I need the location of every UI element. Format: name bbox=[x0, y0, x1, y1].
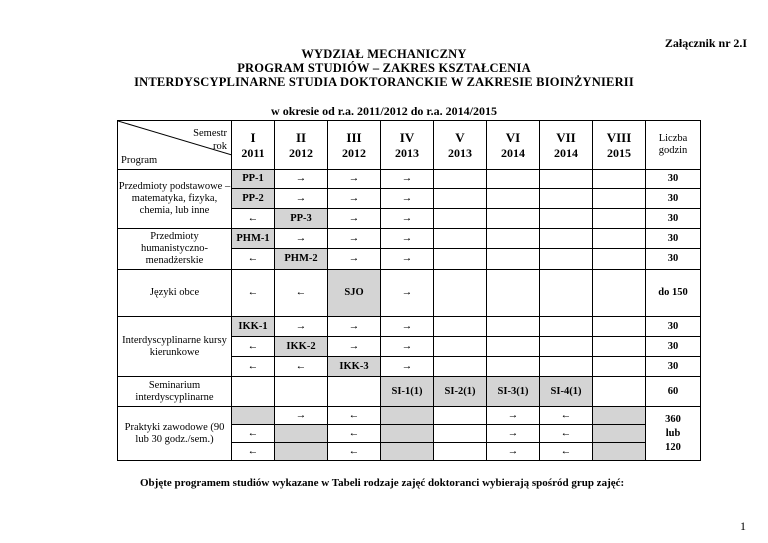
arrow-left-cell: ← bbox=[328, 407, 381, 425]
hours-cell: 30 bbox=[646, 189, 701, 209]
empty-cell bbox=[540, 170, 593, 189]
arrow-left-cell: ← bbox=[275, 270, 328, 317]
group-label-languages: Języki obce bbox=[118, 270, 232, 317]
empty-cell bbox=[434, 443, 487, 461]
semester-year: 2014 bbox=[554, 146, 578, 160]
arrow-right-cell: → bbox=[328, 170, 381, 189]
empty-cell bbox=[487, 317, 540, 337]
shaded-cell bbox=[275, 425, 328, 443]
hours-cell: 30 bbox=[646, 317, 701, 337]
empty-cell bbox=[434, 209, 487, 229]
course-code-cell: PP-1 bbox=[232, 170, 275, 189]
empty-cell bbox=[434, 337, 487, 357]
corner-cell bbox=[118, 121, 232, 170]
hours-header: Liczba godzin bbox=[646, 121, 701, 170]
empty-cell bbox=[540, 209, 593, 229]
shaded-cell bbox=[381, 425, 434, 443]
empty-cell bbox=[540, 270, 593, 317]
empty-cell bbox=[275, 377, 328, 407]
arrow-right-cell: → bbox=[328, 317, 381, 337]
program-table bbox=[117, 120, 701, 461]
arrow-left-cell: ← bbox=[232, 209, 275, 229]
hours-cell: 60 bbox=[646, 377, 701, 407]
hours-value: lub bbox=[665, 427, 681, 439]
arrow-right-cell: → bbox=[381, 317, 434, 337]
empty-cell bbox=[487, 249, 540, 270]
arrow-right-cell: → bbox=[275, 407, 328, 425]
semester-number: V bbox=[455, 130, 465, 145]
arrow-right-cell: → bbox=[381, 209, 434, 229]
corner-program-label: Program bbox=[121, 155, 158, 166]
arrow-right-cell: → bbox=[487, 425, 540, 443]
hours-cell: 30 bbox=[646, 229, 701, 249]
semester-number: VIII bbox=[606, 130, 632, 145]
arrow-right-cell: → bbox=[328, 337, 381, 357]
hours-cell: 30 bbox=[646, 337, 701, 357]
empty-cell bbox=[434, 170, 487, 189]
arrow-left-cell: ← bbox=[232, 425, 275, 443]
empty-cell bbox=[593, 357, 646, 377]
empty-cell bbox=[434, 249, 487, 270]
empty-cell bbox=[434, 425, 487, 443]
shaded-cell bbox=[381, 443, 434, 461]
semester-number: VI bbox=[505, 130, 521, 145]
table-row-ikk1 bbox=[118, 317, 701, 337]
empty-cell bbox=[434, 189, 487, 209]
semester-year: 2015 bbox=[607, 146, 631, 160]
empty-cell bbox=[593, 229, 646, 249]
program-heading: PROGRAM STUDIÓW – ZAKRES KSZTAŁCENIA bbox=[237, 61, 531, 75]
arrow-right-cell: → bbox=[381, 249, 434, 270]
arrow-right-cell: → bbox=[275, 170, 328, 189]
empty-cell bbox=[487, 357, 540, 377]
empty-cell bbox=[540, 189, 593, 209]
hours-cell-practice bbox=[646, 407, 701, 461]
course-code-cell: PP-3 bbox=[275, 209, 328, 229]
hours-cell: 30 bbox=[646, 357, 701, 377]
arrow-right-cell: → bbox=[381, 170, 434, 189]
empty-cell bbox=[434, 317, 487, 337]
semester-number: II bbox=[295, 130, 307, 145]
semester-year: 2014 bbox=[501, 146, 525, 160]
shaded-cell bbox=[275, 443, 328, 461]
semester-year: 2012 bbox=[289, 146, 313, 160]
hours-value: 360 bbox=[665, 413, 681, 425]
arrow-right-cell: → bbox=[487, 443, 540, 461]
empty-cell bbox=[540, 357, 593, 377]
empty-cell bbox=[540, 317, 593, 337]
table-row-pp1 bbox=[118, 170, 701, 189]
faculty-heading: WYDZIAŁ MECHANICZNY bbox=[301, 47, 467, 61]
semester-header-7 bbox=[540, 121, 593, 170]
empty-cell bbox=[593, 337, 646, 357]
empty-cell bbox=[487, 337, 540, 357]
hours-cell: 30 bbox=[646, 249, 701, 270]
arrow-left-cell: ← bbox=[540, 407, 593, 425]
empty-cell bbox=[487, 209, 540, 229]
semester-year: 2012 bbox=[342, 146, 366, 160]
footnote: Objęte programem studiów wykazane w Tabeli rodzaje zajęć doktoranci wybierają spośród grup zajęć: bbox=[140, 477, 625, 489]
hours-cell: 30 bbox=[646, 170, 701, 189]
arrow-left-cell: ← bbox=[232, 443, 275, 461]
arrow-right-cell: → bbox=[381, 189, 434, 209]
attachment-label: Załącznik nr 2.I bbox=[664, 36, 747, 50]
semester-header-3 bbox=[328, 121, 381, 170]
empty-cell bbox=[593, 189, 646, 209]
shaded-cell bbox=[232, 407, 275, 425]
page-number: 1 bbox=[740, 519, 746, 533]
table-row-phm1 bbox=[118, 229, 701, 249]
empty-cell bbox=[540, 229, 593, 249]
empty-cell bbox=[434, 270, 487, 317]
course-code-cell: IKK-1 bbox=[232, 317, 275, 337]
semester-header-5 bbox=[434, 121, 487, 170]
arrow-left-cell: ← bbox=[232, 357, 275, 377]
shaded-cell bbox=[593, 407, 646, 425]
semester-number: III bbox=[346, 130, 362, 145]
semester-header-1 bbox=[232, 121, 275, 170]
semester-header-2 bbox=[275, 121, 328, 170]
shaded-cell bbox=[381, 407, 434, 425]
empty-cell bbox=[434, 407, 487, 425]
arrow-right-cell: → bbox=[328, 209, 381, 229]
course-code-cell: PP-2 bbox=[232, 189, 275, 209]
shaded-cell bbox=[593, 425, 646, 443]
hours-cell: 30 bbox=[646, 209, 701, 229]
empty-cell bbox=[593, 249, 646, 270]
arrow-right-cell: → bbox=[381, 270, 434, 317]
arrow-left-cell: ← bbox=[232, 249, 275, 270]
course-code-cell: SI-1(1) bbox=[381, 377, 434, 407]
empty-cell bbox=[487, 170, 540, 189]
table-row-languages bbox=[118, 270, 701, 317]
empty-cell bbox=[593, 377, 646, 407]
arrow-left-cell: ← bbox=[328, 425, 381, 443]
corner-semester-label: Semestr bbox=[193, 128, 227, 139]
semester-number: I bbox=[250, 130, 256, 145]
empty-cell bbox=[593, 209, 646, 229]
group-label-practice: Praktyki zawodowe (90 lub 30 godz./sem.) bbox=[118, 407, 232, 461]
course-code-cell: IKK-3 bbox=[328, 357, 381, 377]
semester-number: VII bbox=[556, 130, 576, 145]
empty-cell bbox=[593, 270, 646, 317]
semester-year: 2013 bbox=[395, 146, 419, 160]
arrow-right-cell: → bbox=[328, 249, 381, 270]
empty-cell bbox=[487, 229, 540, 249]
empty-cell bbox=[593, 170, 646, 189]
group-label-humanities: Przedmioty humanistyczno-menadżerskie bbox=[118, 229, 232, 270]
hours-value: 120 bbox=[665, 441, 681, 453]
course-code-cell: IKK-2 bbox=[275, 337, 328, 357]
shaded-cell bbox=[593, 443, 646, 461]
semester-year: 2011 bbox=[241, 146, 265, 160]
arrow-right-cell: → bbox=[381, 337, 434, 357]
empty-cell bbox=[593, 317, 646, 337]
table-row-practice-1 bbox=[118, 407, 701, 425]
table-row-seminar bbox=[118, 377, 701, 407]
course-code-cell: PHM-1 bbox=[232, 229, 275, 249]
semester-header-6 bbox=[487, 121, 540, 170]
course-code-cell: SI-4(1) bbox=[540, 377, 593, 407]
empty-cell bbox=[540, 249, 593, 270]
empty-cell bbox=[487, 189, 540, 209]
arrow-left-cell: ← bbox=[540, 443, 593, 461]
course-code-cell: SJO bbox=[328, 270, 381, 317]
semester-year: 2013 bbox=[448, 146, 472, 160]
arrow-right-cell: → bbox=[275, 317, 328, 337]
corner-year-label: rok bbox=[213, 141, 227, 152]
arrow-left-cell: ← bbox=[275, 357, 328, 377]
arrow-right-cell: → bbox=[328, 229, 381, 249]
period-line: w okresie od r.a. 2011/2012 do r.a. 2014/2015 bbox=[271, 104, 497, 118]
hours-cell: do 150 bbox=[646, 270, 701, 317]
arrow-left-cell: ← bbox=[232, 270, 275, 317]
arrow-right-cell: → bbox=[381, 229, 434, 249]
semester-header-8 bbox=[593, 121, 646, 170]
arrow-right-cell: → bbox=[487, 407, 540, 425]
arrow-left-cell: ← bbox=[328, 443, 381, 461]
studies-heading: INTERDYSCYPLINARNE STUDIA DOKTORANCKIE W ZAKRESIE BIOINŻYNIERII bbox=[134, 75, 634, 89]
semester-number: IV bbox=[399, 130, 415, 145]
arrow-left-cell: ← bbox=[232, 337, 275, 357]
course-code-cell: PHM-2 bbox=[275, 249, 328, 270]
empty-cell bbox=[328, 377, 381, 407]
group-label-interdisciplinary-courses: Interdyscyplinarne kursy kierunkowe bbox=[118, 317, 232, 377]
arrow-right-cell: → bbox=[328, 189, 381, 209]
empty-cell bbox=[434, 229, 487, 249]
arrow-right-cell: → bbox=[381, 357, 434, 377]
header-row bbox=[118, 121, 701, 170]
semester-header-4 bbox=[381, 121, 434, 170]
empty-cell bbox=[487, 270, 540, 317]
arrow-left-cell: ← bbox=[540, 425, 593, 443]
empty-cell bbox=[540, 337, 593, 357]
arrow-right-cell: → bbox=[275, 189, 328, 209]
group-label-seminar: Seminarium interdyscyplinarne bbox=[118, 377, 232, 407]
course-code-cell: SI-2(1) bbox=[434, 377, 487, 407]
group-label-basic-subjects: Przedmioty podstawowe – matematyka, fizyka, chemia, lub inne bbox=[118, 170, 232, 229]
empty-cell bbox=[232, 377, 275, 407]
arrow-right-cell: → bbox=[275, 229, 328, 249]
corner-semester-year bbox=[193, 127, 227, 153]
course-code-cell: SI-3(1) bbox=[487, 377, 540, 407]
empty-cell bbox=[434, 357, 487, 377]
